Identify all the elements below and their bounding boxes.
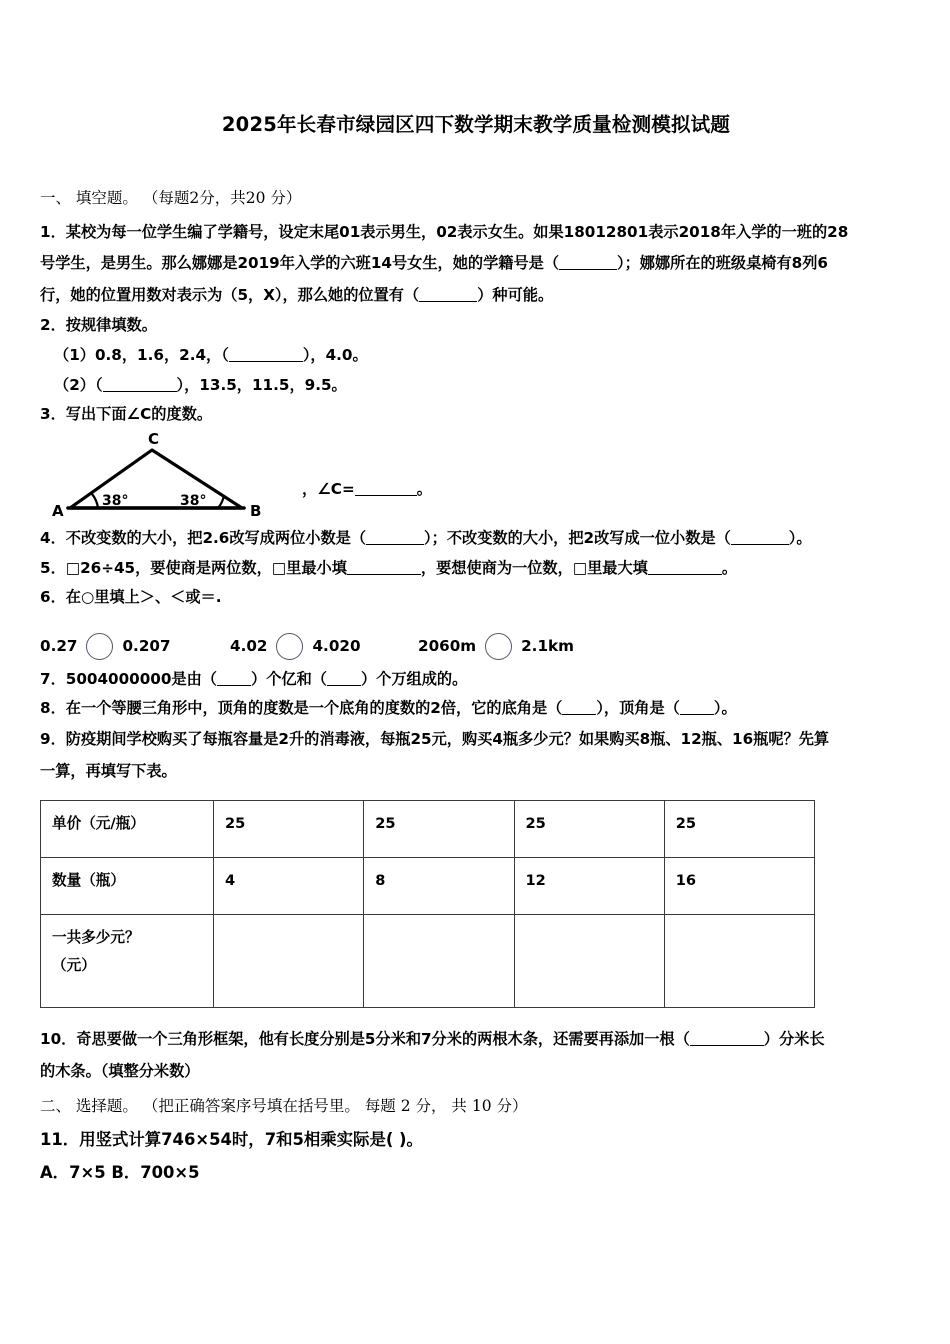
question-5-part-a: 5．□26÷45，要使商是两位数，□里最小填 — [40, 558, 347, 577]
question-3-stem: 3．写出下面∠C的度数。 — [40, 405, 213, 424]
question-4 — [40, 524, 912, 554]
spacer — [40, 1116, 912, 1124]
question-2-sub-1 — [40, 341, 912, 371]
question-10-line-1 — [40, 1024, 912, 1056]
question-6 — [40, 583, 912, 613]
question-11-options[interactable]: A．7×5 B．700×5 — [40, 1162, 200, 1182]
table-row — [41, 915, 815, 1008]
triangle-figure — [52, 432, 282, 520]
compare-pair-3-right: 2.1km — [521, 636, 574, 655]
page-title: 2025年长春市绿园区四下数学期末教学质量检测模拟试题 — [221, 113, 731, 136]
question-1-line-1: 1．某校为每一位学生编了学籍号，设定末尾01表示男生，02表示女生。如果18012801表示2018年入学的一班的28 — [40, 222, 849, 241]
table-cell[interactable]: 25 — [364, 801, 514, 858]
answer-blank[interactable] — [217, 685, 251, 686]
spacer — [40, 209, 912, 217]
question-10-part-a: 10．奇思要做一个三角形框架，他有长度分别是5分米和7分米的两根木条，还需要再添加一根（ — [40, 1030, 690, 1049]
question-3 — [40, 400, 912, 430]
question-8-part-b: ），顶角是（ — [596, 699, 680, 718]
question-6-compare-row — [40, 619, 912, 665]
question-3-angle-answer — [302, 478, 432, 499]
table-row-label — [41, 915, 214, 1008]
compare-circle[interactable] — [485, 633, 512, 660]
compare-circle[interactable] — [276, 633, 303, 660]
question-10-line-2: 的木条。（填整分米数） — [40, 1061, 200, 1080]
answer-blank[interactable] — [229, 361, 303, 362]
question-8-line — [40, 694, 912, 724]
question-7-part-c: ）个万组成的。 — [360, 669, 468, 688]
question-8 — [40, 694, 912, 724]
answer-blank[interactable] — [559, 269, 617, 270]
question-3-tail-a: ，∠C= — [302, 479, 355, 498]
section-heading-fill-in-blank: 一、 填空题。 （每题2分，共20 分） — [40, 189, 302, 208]
answer-blank[interactable] — [648, 574, 722, 575]
question-9-line-1: 9．防疫期间学校购买了每瓶容量是2升的消毒液，每瓶25元，购买4瓶多少元？如果购买8瓶、12瓶、16瓶呢？先算 — [40, 730, 830, 749]
page-content — [40, 0, 912, 1189]
answer-blank[interactable] — [327, 685, 361, 686]
question-9-line-2: 一算，再填写下表。 — [40, 761, 177, 780]
spacer — [40, 136, 912, 188]
table-cell[interactable]: 12 — [514, 858, 664, 915]
question-7-part-b: ）个亿和（ — [251, 669, 327, 688]
price-quantity-table — [40, 800, 815, 1008]
table-cell[interactable]: 16 — [664, 858, 814, 915]
compare-pair-1 — [40, 633, 171, 660]
question-6-stem: 6．在○里填上＞、＜或＝. — [40, 588, 222, 607]
compare-pair-1-right: 0.207 — [122, 636, 171, 655]
question-2-sub-2-part-a: （2）（ — [54, 375, 103, 394]
table-row-label-line-2: （元） — [52, 957, 96, 975]
question-1-line-2 — [40, 248, 912, 280]
question-4-part-a: 4．不改变数的大小，把2.6改写成两位小数是（ — [40, 528, 367, 547]
answer-blank[interactable] — [419, 301, 477, 302]
triangle-angle-a-label: 38° — [102, 492, 129, 509]
section-heading-multiple-choice: 二、 选择题。 （把正确答案序号填在括号里。 每题 2 分， 共 10 分） — [40, 1096, 528, 1115]
question-4-part-c: ）。 — [788, 528, 812, 547]
answer-blank[interactable] — [103, 391, 177, 392]
triangle-angle-b-label: 38° — [180, 492, 207, 509]
table-cell[interactable] — [514, 915, 664, 1008]
table-row-label-line-1: 一共多少元？ — [52, 929, 140, 947]
answer-blank[interactable] — [690, 1045, 764, 1046]
table-cell[interactable] — [214, 915, 364, 1008]
question-3-tail-b: 。 — [416, 479, 432, 498]
question-2-sub-2 — [40, 371, 912, 401]
question-7-line — [40, 665, 912, 695]
question-1-line-3-part-b: ）种可能。 — [477, 285, 554, 304]
question-1-line-2-part-a: 号学生，是男生。那么娜娜是2019年入学的六班14号女生，她的学籍号是（ — [40, 254, 560, 273]
spacer — [40, 1088, 912, 1096]
question-10-part-b: ）分米长 — [763, 1030, 825, 1049]
question-7-part-a: 7．5004000000是由（ — [40, 669, 217, 688]
question-2-sub-2-part-b: ），13.5，11.5，9.5。 — [176, 375, 347, 394]
table-cell[interactable]: 8 — [364, 858, 514, 915]
table-cell[interactable] — [664, 915, 814, 1008]
answer-blank[interactable] — [680, 714, 714, 715]
answer-blank[interactable] — [366, 544, 424, 545]
compare-pair-3-left: 2060m — [418, 636, 477, 655]
spacer — [40, 1008, 912, 1024]
question-1 — [40, 217, 912, 312]
table-row-label: 单价（元/瓶） — [41, 801, 214, 858]
question-2 — [40, 311, 912, 400]
triangle-vertex-b-label: B — [250, 501, 262, 520]
answer-blank[interactable] — [355, 495, 417, 496]
table-cell[interactable] — [364, 915, 514, 1008]
compare-pair-2 — [230, 633, 361, 660]
answer-blank[interactable] — [731, 544, 789, 545]
compare-circle[interactable] — [86, 633, 113, 660]
question-4-part-b: ）；不改变数的大小，把2改写成一位小数是（ — [424, 528, 731, 547]
compare-pair-2-left: 4.02 — [230, 636, 268, 655]
question-8-part-c: ）。 — [713, 699, 737, 718]
question-1-line-2-part-b: ）；娜娜所在的班级桌椅有8列6 — [617, 254, 829, 273]
question-7 — [40, 665, 912, 695]
question-11 — [40, 1124, 912, 1190]
table-cell[interactable]: 25 — [514, 801, 664, 858]
table-cell[interactable]: 25 — [664, 801, 814, 858]
question-9 — [40, 724, 912, 787]
question-2-sub-1-part-b: ），4.0。 — [302, 346, 368, 364]
table-cell[interactable]: 25 — [214, 801, 364, 858]
triangle-vertex-a-label: A — [52, 501, 64, 520]
question-1-line-3 — [40, 280, 912, 312]
question-5-part-b: ，要想使商为一位数，□里最大填 — [420, 558, 648, 577]
compare-pair-3 — [418, 633, 574, 660]
question-11-stem: 11．用竖式计算746×54时，7和5相乘实际是( )。 — [40, 1129, 423, 1149]
compare-pair-1-left: 0.27 — [40, 636, 78, 655]
question-10 — [40, 1024, 912, 1087]
question-5 — [40, 554, 912, 584]
compare-pair-2-right: 4.020 — [312, 636, 361, 655]
triangle-vertex-c-label: C — [148, 431, 160, 448]
question-5-line — [40, 554, 912, 584]
question-5-part-c: 。 — [721, 558, 738, 577]
table-row-label: 数量（瓶） — [41, 858, 214, 915]
question-3-figure-row — [40, 432, 912, 524]
question-1-line-3-part-a: 行，她的位置用数对表示为（5，X），那么她的位置有（ — [40, 285, 420, 304]
table-cell[interactable]: 4 — [214, 858, 364, 915]
question-2-sub-1-part-a: （1）0.8，1.6，2.4，（ — [54, 346, 229, 364]
question-8-part-a: 8．在一个等腰三角形中，顶角的度数是一个底角的度数的2倍，它的底角是（ — [40, 699, 563, 718]
table-row — [41, 858, 815, 915]
answer-blank[interactable] — [562, 714, 596, 715]
question-9-table-wrapper — [40, 800, 815, 1008]
question-2-stem: 2．按规律填数。 — [40, 316, 157, 335]
answer-blank[interactable] — [347, 574, 421, 575]
table-row — [41, 801, 815, 858]
question-4-line — [40, 524, 912, 554]
